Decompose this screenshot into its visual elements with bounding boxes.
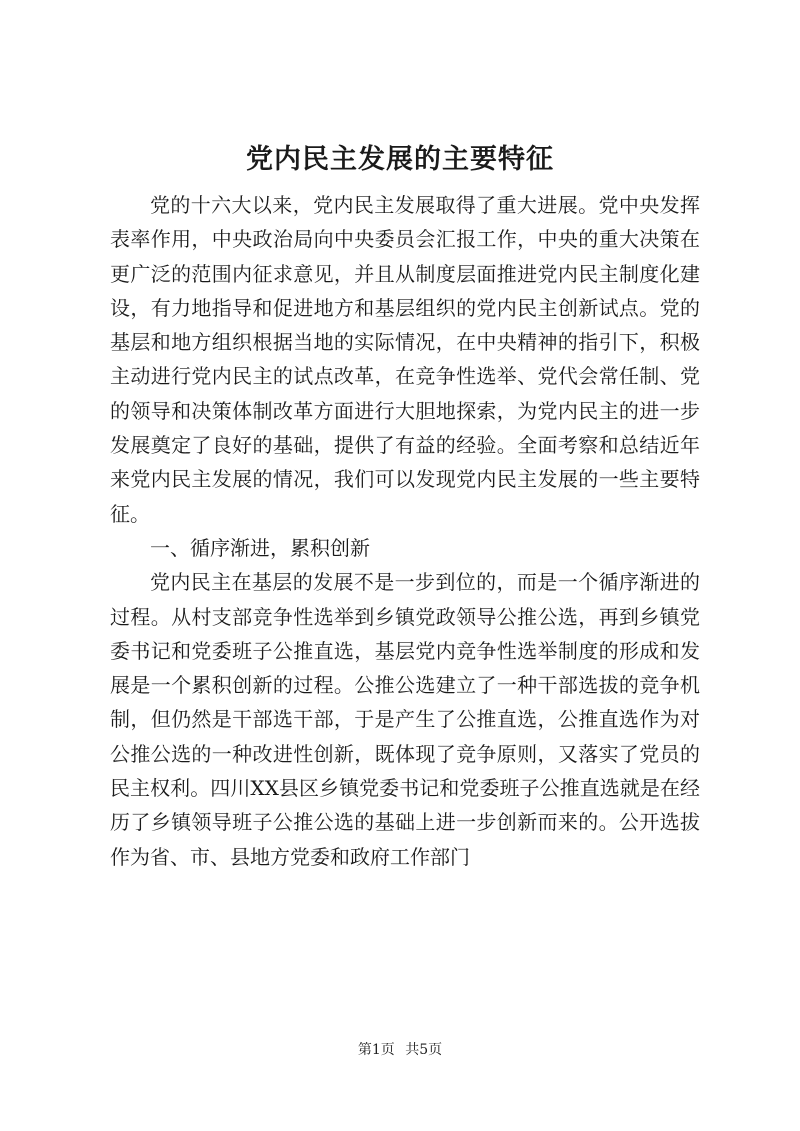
page-footer: [0, 1040, 800, 1060]
document-title: 党内民主发展的主要特征: [246, 144, 554, 175]
page-number: 第1页: [357, 1042, 395, 1058]
document-body: [110, 188, 700, 874]
section-heading: 一、循序渐进，累积创新: [150, 535, 370, 560]
paragraph-section-one: 党内民主在基层的发展不是一步到位的，而是一个循序渐进的过程。从村支部竞争性选举到乡镇党政领导公推公选，再到乡镇党委书记和党委班子公推直选，基层党内竞争性选举制度的形成和发展是一个累积创新的过程。公推公选建立了一种干部选拔的竞争机制，但仍然是干部选干部，于是产生了公推直选，公推直选作为对公推公选的一种改进性创新，既体现了竞争原则，又落实了党员的民主权利。四川XX县区乡镇党委书记和党委班子公推直选就是在经历了乡镇领导班子公推公选的基础上进一步创新而来的。公开选拔作为省、市、县地方党委和政府工作部门: [110, 570, 700, 869]
paragraph-intro: 党的十六大以来，党内民主发展取得了重大进展。党中央发挥表率作用，中央政治局向中央委员会汇报工作，中央的重大决策在更广泛的范围内征求意见，并且从制度层面推进党内民主制度化建设，有力地指导和促进地方和基层组织的党内民主创新试点。党的基层和地方组织根据当地的实际情况，在中央精神的指引下，积极主动进行党内民主的试点改革，在竞争性选举、党代会常任制、党的领导和决策体制改革方面进行大胆地探索，为党内民主的进一步发展奠定了良好的基础，提供了有益的经验。全面考察和总结近年来党内民主发展的情况，我们可以发现党内民主发展的一些主要特征。: [110, 193, 700, 526]
page-total: 共5页: [405, 1042, 443, 1058]
